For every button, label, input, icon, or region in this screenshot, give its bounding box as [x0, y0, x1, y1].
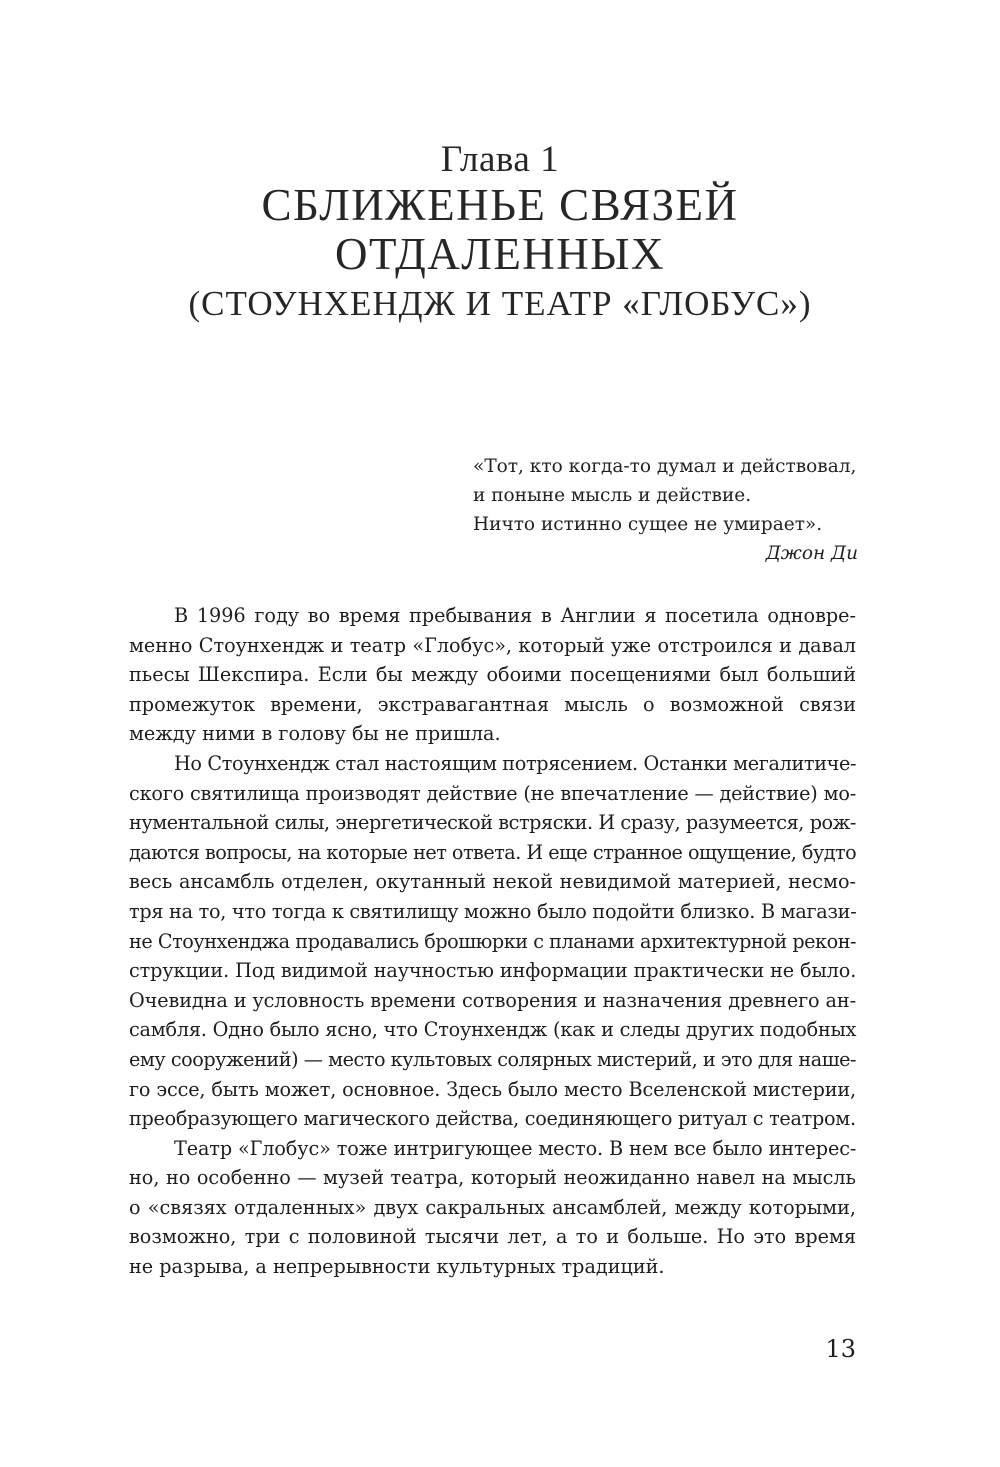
- chapter-subtitle: (СТОУНХЕНДЖ И ТЕАТР «ГЛОБУС»): [188, 284, 812, 323]
- text-line: между ними в голову бы не пришла.: [129, 722, 501, 746]
- paragraph-3: [129, 1134, 856, 1282]
- chapter-title-line-2: ОТДАЛЕННЫХ: [334, 229, 666, 279]
- epigraph: [473, 452, 858, 568]
- epigraph-line: «Тот, кто когда-то думал и действовал,: [473, 456, 857, 477]
- text-line: тря на то, что тогда к святилищу можно было подойти близко. В магази-: [129, 899, 857, 923]
- text-line: менно Стоунхендж и театр «Глобус», который уже отстроился и давал: [129, 633, 856, 657]
- text-line: нументальной силы, энергетической встряски. И сразу, разумеется, рож-: [129, 811, 856, 835]
- text-line: Очевидна и условность времени сотворения и назначения древнего ан-: [129, 988, 856, 1012]
- text-line: Но Стоунхендж стал настоящим потрясением. Останки мегалитиче-: [174, 751, 857, 775]
- text-line: преобразующего магического действа, соединяющего ритуал с театром.: [129, 1107, 856, 1131]
- text-line: струкции. Под видимой научностью информации практически не было.: [129, 959, 857, 983]
- text-line: о «связях отдаленных» двух сакральных ансамблей, между которыми,: [129, 1195, 856, 1219]
- text-line: го эссе, быть может, основное. Здесь было место Вселенской мистерии,: [129, 1077, 856, 1101]
- text-line: не разрыва, а непрерывности культурных традиций.: [129, 1255, 665, 1279]
- chapter-title: [0, 181, 1000, 279]
- text-line: возможно, три с половиной тысячи лет, а то и больше. Но это время: [129, 1225, 856, 1249]
- chapter-title-line-1: СБЛИЖЕНЬЕ СВЯЗЕЙ: [261, 180, 739, 230]
- paragraph-1: [129, 601, 856, 749]
- epigraph-line: и поныне мысль и действие.: [473, 485, 752, 506]
- chapter-label: Глава 1: [440, 139, 560, 180]
- text-line: не Стоунхенджа продавались брошюрки с планами архитектурной рекон-: [129, 929, 857, 953]
- text-line: ского святилища производят действие (не впечатление — действие) мо-: [129, 781, 856, 805]
- text-line: промежуток времени, экстравагантная мысль о возможной связи: [129, 692, 856, 716]
- text-line: ему сооружений) — место культовых солярных мистерий, и это для наше-: [129, 1047, 857, 1071]
- epigraph-line: Ничто истинно сущее не умирает».: [473, 514, 823, 535]
- text-line: но, но особенно — музей театра, который неожиданно навел на мысль: [129, 1166, 856, 1190]
- epigraph-author: Джон Ди: [765, 543, 858, 564]
- page-number: 13: [825, 1335, 856, 1363]
- body-text: [129, 601, 856, 1282]
- paragraph-2: [129, 749, 856, 1134]
- text-line: самбля. Одно было ясно, что Стоунхендж (как и следы других подобных: [129, 1018, 857, 1042]
- text-line: Театр «Глобус» тоже интригующее место. В нем все было интерес-: [174, 1136, 857, 1160]
- text-line: даются вопросы, на которые нет ответа. И еще странное ощущение, будто: [129, 840, 857, 864]
- text-line: В 1996 году во время пребывания в Англии я посетила одновре-: [174, 604, 856, 627]
- text-line: весь ансамбль отделен, окутанный некой невидимой материей, несмо-: [129, 870, 856, 894]
- text-line: пьесы Шекспира. Если бы между обоими посещениями был больший: [129, 663, 856, 687]
